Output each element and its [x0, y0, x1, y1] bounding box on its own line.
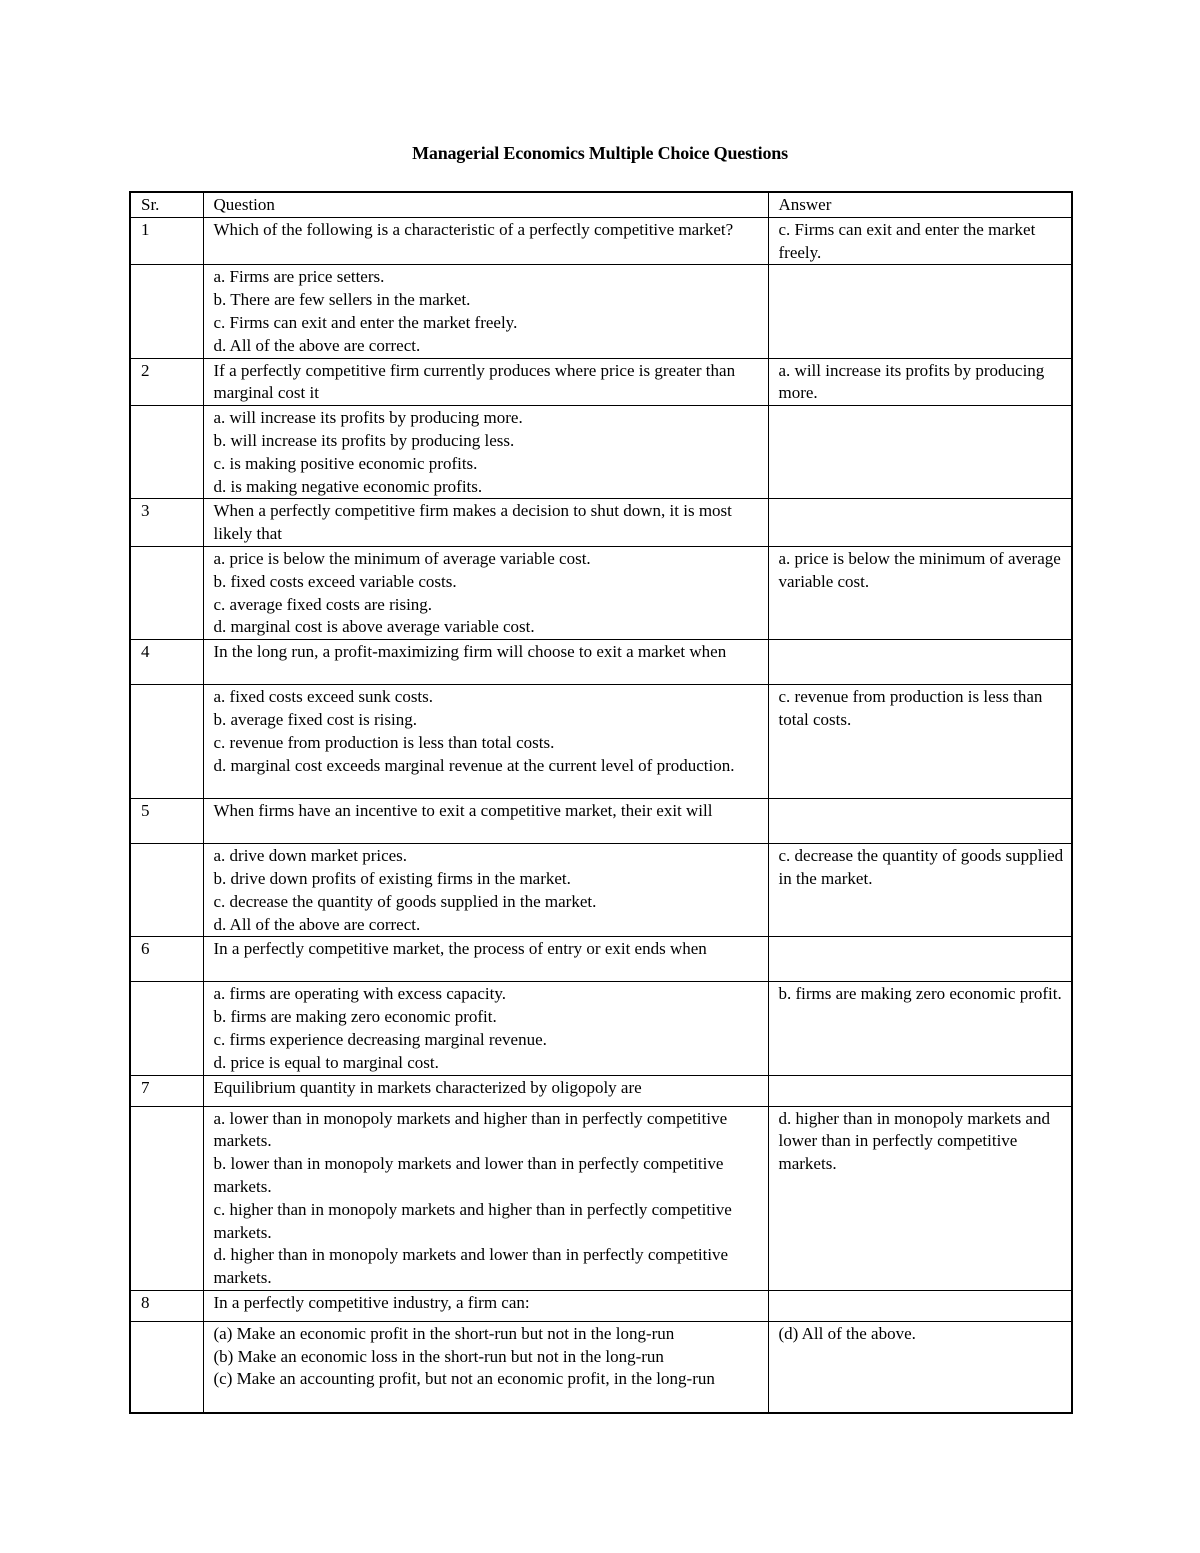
question-number: 2 — [130, 358, 203, 406]
option-item: b. firms are making zero economic profit. — [213, 1007, 497, 1027]
question-number: 8 — [130, 1290, 203, 1321]
options-row — [130, 406, 1072, 499]
question-row — [130, 217, 1072, 265]
options-row — [130, 982, 1072, 1075]
options-cell — [203, 1321, 768, 1413]
empty-sr-cell — [130, 685, 203, 799]
option-item: c. firms experience decreasing marginal revenue. — [213, 1029, 547, 1049]
options-row — [130, 546, 1072, 639]
question-number: 7 — [130, 1075, 203, 1106]
option-item: c. higher than in monopoly markets and higher than in perfectly competitive markets. — [213, 1199, 732, 1242]
question-text: In the long run, a profit-maximizing firm will choose to exit a market when — [203, 640, 768, 685]
answer-cell: c. decrease the quantity of goods supplied in the market. — [768, 844, 1072, 937]
option-item: c. Firms can exit and enter the market freely. — [213, 312, 518, 332]
question-text: If a perfectly competitive firm currently produces where price is greater than marginal cost it — [203, 358, 768, 406]
option-item: (a) Make an economic profit in the short-run but not in the long-run — [213, 1323, 675, 1343]
options-cell — [203, 982, 768, 1075]
question-row — [130, 640, 1072, 685]
answer-cell — [768, 265, 1072, 358]
question-row — [130, 1075, 1072, 1106]
answer-cell — [768, 799, 1072, 844]
options-cell — [203, 546, 768, 639]
option-item: c. average fixed costs are rising. — [213, 594, 433, 614]
answer-cell — [768, 937, 1072, 982]
question-number: 6 — [130, 937, 203, 982]
option-item: (b) Make an economic loss in the short-run but not in the long-run — [213, 1346, 664, 1366]
question-row — [130, 937, 1072, 982]
option-item: b. lower than in monopoly markets and lower than in perfectly competitive markets. — [213, 1154, 724, 1196]
question-text: When firms have an incentive to exit a competitive market, their exit will — [203, 799, 768, 844]
header-answer: Answer — [768, 192, 1072, 217]
options-row — [130, 844, 1072, 937]
mcq-table — [129, 191, 1073, 1414]
answer-cell: c. Firms can exit and enter the market freely. — [768, 217, 1072, 265]
options-cell — [203, 1106, 768, 1290]
option-item: d. marginal cost is above average variable cost. — [213, 617, 535, 637]
option-item: d. All of the above are correct. — [213, 914, 421, 934]
option-item: c. is making positive economic profits. — [213, 453, 478, 473]
answer-cell: a. will increase its profits by producing more. — [768, 358, 1072, 406]
header-question: Question — [203, 192, 768, 217]
question-row — [130, 799, 1072, 844]
empty-sr-cell — [130, 265, 203, 358]
option-item: b. average fixed cost is rising. — [213, 709, 417, 729]
option-item: a. price is below the minimum of average variable cost. — [213, 548, 591, 568]
header-row — [130, 192, 1072, 217]
answer-cell — [768, 1075, 1072, 1106]
option-item: a. firms are operating with excess capacity. — [213, 984, 506, 1004]
answer-cell: b. firms are making zero economic profit. — [768, 982, 1072, 1075]
option-item: b. will increase its profits by producing less. — [213, 430, 515, 450]
option-item: d. price is equal to marginal cost. — [213, 1052, 439, 1072]
options-cell — [203, 685, 768, 799]
mcq-table-body — [130, 192, 1072, 1413]
option-item: c. revenue from production is less than total costs. — [213, 732, 555, 752]
question-text: Equilibrium quantity in markets characterized by oligopoly are — [203, 1075, 768, 1106]
answer-cell — [768, 499, 1072, 547]
question-row — [130, 1290, 1072, 1321]
empty-sr-cell — [130, 1321, 203, 1413]
question-number: 3 — [130, 499, 203, 547]
question-number: 1 — [130, 217, 203, 265]
empty-sr-cell — [130, 406, 203, 499]
option-item: d. marginal cost exceeds marginal revenue at the current level of production. — [213, 755, 735, 775]
options-cell — [203, 406, 768, 499]
option-item: (c) Make an accounting profit, but not an economic profit, in the long-run — [213, 1369, 715, 1389]
options-cell — [203, 844, 768, 937]
question-row — [130, 499, 1072, 547]
answer-cell — [768, 640, 1072, 685]
answer-cell: d. higher than in monopoly markets and lower than in perfectly competitive markets. — [768, 1106, 1072, 1290]
option-item: a. drive down market prices. — [213, 846, 408, 866]
empty-sr-cell — [130, 982, 203, 1075]
empty-sr-cell — [130, 546, 203, 639]
answer-cell: (d) All of the above. — [768, 1321, 1072, 1413]
options-cell — [203, 265, 768, 358]
option-item: c. decrease the quantity of goods supplied in the market. — [213, 891, 597, 911]
option-item: a. Firms are price setters. — [213, 267, 385, 287]
question-text: In a perfectly competitive industry, a firm can: — [203, 1290, 768, 1321]
question-row — [130, 358, 1072, 406]
question-number: 4 — [130, 640, 203, 685]
page-title: Managerial Economics Multiple Choice Questions — [412, 143, 788, 163]
option-item: a. lower than in monopoly markets and higher than in perfectly competitive markets. — [213, 1108, 728, 1151]
option-item: b. drive down profits of existing firms in the market. — [213, 868, 571, 888]
options-row — [130, 1321, 1072, 1413]
header-sr: Sr. — [130, 192, 203, 217]
empty-sr-cell — [130, 844, 203, 937]
answer-cell — [768, 406, 1072, 499]
option-item: b. There are few sellers in the market. — [213, 290, 471, 310]
options-row — [130, 265, 1072, 358]
option-item: d. All of the above are correct. — [213, 335, 421, 355]
question-text: In a perfectly competitive market, the process of entry or exit ends when — [203, 937, 768, 982]
answer-cell: a. price is below the minimum of average variable cost. — [768, 546, 1072, 639]
options-row — [130, 685, 1072, 799]
question-text: Which of the following is a characteristic of a perfectly competitive market? — [203, 217, 768, 265]
option-item: d. is making negative economic profits. — [213, 476, 483, 496]
answer-cell — [768, 1290, 1072, 1321]
options-row — [130, 1106, 1072, 1290]
answer-cell: c. revenue from production is less than total costs. — [768, 685, 1072, 799]
option-item: d. higher than in monopoly markets and lower than in perfectly competitive markets. — [213, 1245, 729, 1288]
question-number: 5 — [130, 799, 203, 844]
empty-sr-cell — [130, 1106, 203, 1290]
option-item: a. fixed costs exceed sunk costs. — [213, 687, 434, 707]
option-item: a. will increase its profits by producing more. — [213, 408, 523, 428]
question-text: When a perfectly competitive firm makes a decision to shut down, it is most likely that — [203, 499, 768, 547]
option-item: b. fixed costs exceed variable costs. — [213, 571, 457, 591]
